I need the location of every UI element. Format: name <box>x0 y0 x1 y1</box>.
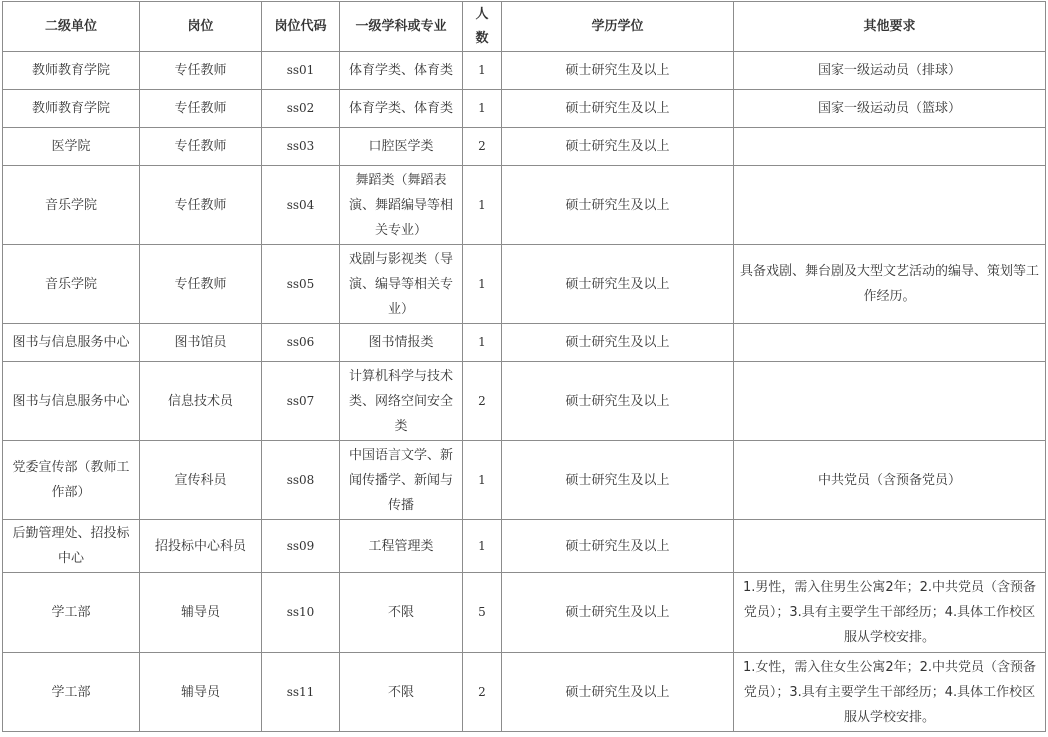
cell-count: 1 <box>463 324 502 362</box>
cell-code: ss08 <box>262 441 340 520</box>
cell-other <box>734 324 1046 362</box>
cell-unit: 音乐学院 <box>3 166 140 245</box>
cell-degree: 硕士研究生及以上 <box>502 128 734 166</box>
table-row <box>3 245 1046 324</box>
cell-other: 具备戏剧、舞台剧及大型文艺活动的编导、策划等工作经历。 <box>734 245 1046 324</box>
cell-other: 国家一级运动员（篮球） <box>734 90 1046 128</box>
cell-code: ss06 <box>262 324 340 362</box>
cell-major: 计算机科学与技术类、网络空间安全类 <box>340 362 463 441</box>
cell-post: 辅导员 <box>140 653 262 732</box>
cell-major: 不限 <box>340 573 463 653</box>
cell-code: ss04 <box>262 166 340 245</box>
cell-other: 1.女性，需入住女生公寓2年；2.中共党员（含预备党员）；3.具有主要学生干部经历；4.具体工作校区服从学校安排。 <box>734 653 1046 732</box>
cell-unit: 教师教育学院 <box>3 52 140 90</box>
cell-code: ss02 <box>262 90 340 128</box>
cell-code: ss01 <box>262 52 340 90</box>
cell-major: 戏剧与影视类（导演、编导等相关专业） <box>340 245 463 324</box>
header-code: 岗位代码 <box>262 2 340 52</box>
cell-unit: 音乐学院 <box>3 245 140 324</box>
header-count-line1: 人 <box>475 6 489 22</box>
cell-major: 中国语言文学、新闻传播学、新闻与传播 <box>340 441 463 520</box>
cell-count: 1 <box>463 52 502 90</box>
cell-unit: 医学院 <box>3 128 140 166</box>
table-row <box>3 573 1046 653</box>
header-degree: 学历学位 <box>502 2 734 52</box>
cell-count: 1 <box>463 90 502 128</box>
cell-post: 宣传科员 <box>140 441 262 520</box>
cell-major: 舞蹈类（舞蹈表演、舞蹈编导等相关专业） <box>340 166 463 245</box>
header-post: 岗位 <box>140 2 262 52</box>
cell-count: 1 <box>463 166 502 245</box>
cell-post: 招投标中心科员 <box>140 520 262 573</box>
cell-major: 不限 <box>340 653 463 732</box>
cell-degree: 硕士研究生及以上 <box>502 52 734 90</box>
table-row <box>3 653 1046 732</box>
cell-other <box>734 520 1046 573</box>
cell-degree: 硕士研究生及以上 <box>502 573 734 653</box>
cell-post: 专任教师 <box>140 90 262 128</box>
table-row <box>3 520 1046 573</box>
cell-major: 图书情报类 <box>340 324 463 362</box>
cell-degree: 硕士研究生及以上 <box>502 441 734 520</box>
table-row <box>3 362 1046 441</box>
cell-unit: 后勤管理处、招投标中心 <box>3 520 140 573</box>
cell-unit: 图书与信息服务中心 <box>3 324 140 362</box>
cell-post: 信息技术员 <box>140 362 262 441</box>
cell-post: 图书馆员 <box>140 324 262 362</box>
cell-unit: 党委宣传部（教师工作部） <box>3 441 140 520</box>
header-unit: 二级单位 <box>3 2 140 52</box>
cell-degree: 硕士研究生及以上 <box>502 520 734 573</box>
cell-other <box>734 166 1046 245</box>
cell-other: 1.男性，需入住男生公寓2年；2.中共党员（含预备党员）；3.具有主要学生干部经历；4.具体工作校区服从学校安排。 <box>734 573 1046 653</box>
header-major: 一级学科或专业 <box>340 2 463 52</box>
cell-code: ss11 <box>262 653 340 732</box>
cell-unit: 教师教育学院 <box>3 90 140 128</box>
table-row <box>3 90 1046 128</box>
header-count-line2: 数 <box>475 30 489 46</box>
cell-count: 5 <box>463 573 502 653</box>
cell-post: 专任教师 <box>140 52 262 90</box>
table-row <box>3 128 1046 166</box>
cell-count: 2 <box>463 128 502 166</box>
header-other: 其他要求 <box>734 2 1046 52</box>
cell-code: ss10 <box>262 573 340 653</box>
cell-post: 辅导员 <box>140 573 262 653</box>
cell-code: ss05 <box>262 245 340 324</box>
cell-count: 1 <box>463 441 502 520</box>
cell-other <box>734 362 1046 441</box>
cell-unit: 图书与信息服务中心 <box>3 362 140 441</box>
cell-degree: 硕士研究生及以上 <box>502 324 734 362</box>
header-count <box>463 2 502 52</box>
cell-degree: 硕士研究生及以上 <box>502 362 734 441</box>
cell-degree: 硕士研究生及以上 <box>502 90 734 128</box>
cell-count: 2 <box>463 653 502 732</box>
table-row <box>3 166 1046 245</box>
cell-other: 国家一级运动员（排球） <box>734 52 1046 90</box>
cell-degree: 硕士研究生及以上 <box>502 653 734 732</box>
cell-count: 1 <box>463 520 502 573</box>
cell-unit: 学工部 <box>3 653 140 732</box>
cell-code: ss07 <box>262 362 340 441</box>
cell-major: 体育学类、体育类 <box>340 52 463 90</box>
cell-unit: 学工部 <box>3 573 140 653</box>
table-row <box>3 52 1046 90</box>
cell-major: 体育学类、体育类 <box>340 90 463 128</box>
cell-major: 工程管理类 <box>340 520 463 573</box>
cell-code: ss09 <box>262 520 340 573</box>
cell-other <box>734 128 1046 166</box>
cell-count: 1 <box>463 245 502 324</box>
cell-post: 专任教师 <box>140 128 262 166</box>
table-row <box>3 441 1046 520</box>
recruitment-table <box>2 1 1046 732</box>
cell-other: 中共党员（含预备党员） <box>734 441 1046 520</box>
cell-post: 专任教师 <box>140 245 262 324</box>
table-row <box>3 324 1046 362</box>
cell-count: 2 <box>463 362 502 441</box>
cell-degree: 硕士研究生及以上 <box>502 245 734 324</box>
header-row <box>3 2 1046 52</box>
cell-code: ss03 <box>262 128 340 166</box>
cell-post: 专任教师 <box>140 166 262 245</box>
cell-degree: 硕士研究生及以上 <box>502 166 734 245</box>
cell-major: 口腔医学类 <box>340 128 463 166</box>
